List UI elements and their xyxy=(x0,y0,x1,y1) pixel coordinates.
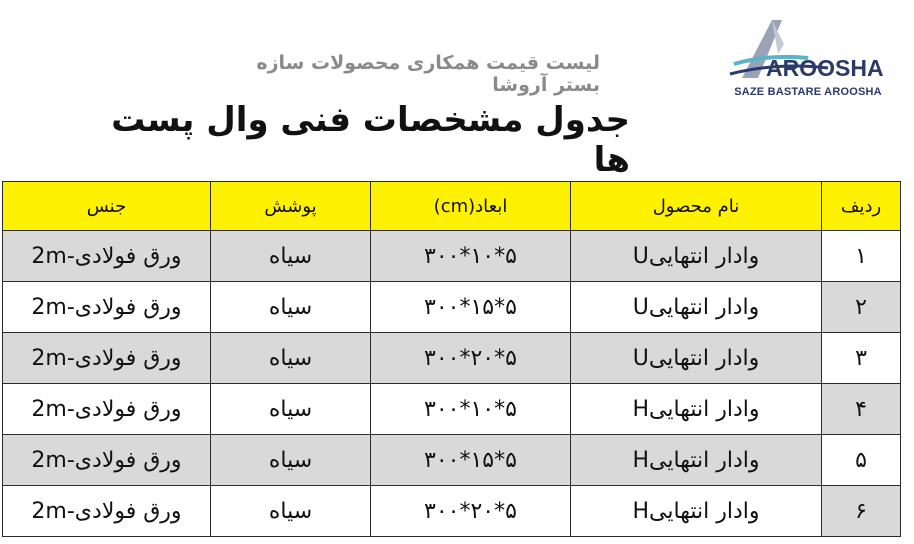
dimensions: ۵*۱۰*۳۰۰ xyxy=(371,231,571,282)
page-title: جدول مشخصات فنی وال پست ها xyxy=(111,100,630,180)
header-coating: پوشش xyxy=(211,182,371,231)
header-product-name: نام محصول xyxy=(571,182,822,231)
product-name: وادار انتهاییU xyxy=(571,282,822,333)
material: ورق فولادی-2m xyxy=(3,282,211,333)
product-name: وادار انتهاییH xyxy=(571,486,822,537)
header-material: جنس xyxy=(3,182,211,231)
product-name: وادار انتهاییH xyxy=(571,384,822,435)
material: ورق فولادی-2m xyxy=(3,333,211,384)
table-row xyxy=(3,486,901,537)
row-number: ۱ xyxy=(822,231,901,282)
coating: سیاه xyxy=(211,333,371,384)
coating: سیاه xyxy=(211,486,371,537)
dimensions: ۵*۱۵*۳۰۰ xyxy=(371,435,571,486)
logo-brand-text: AROOSHA xyxy=(766,55,884,81)
table-row xyxy=(3,231,901,282)
row-number: ۵ xyxy=(822,435,901,486)
row-number: ۶ xyxy=(822,486,901,537)
header-row-number: ردیف xyxy=(822,182,901,231)
dimensions: ۵*۱۵*۳۰۰ xyxy=(371,282,571,333)
coating: سیاه xyxy=(211,282,371,333)
row-number: ۴ xyxy=(822,384,901,435)
table-row xyxy=(3,333,901,384)
table-header-row xyxy=(3,182,901,231)
logo-mark xyxy=(728,14,888,86)
logo-tagline: SAZE BASTARE AROOSHA xyxy=(734,86,882,98)
table-row xyxy=(3,282,901,333)
dimensions: ۵*۲۰*۳۰۰ xyxy=(371,486,571,537)
coating: سیاه xyxy=(211,384,371,435)
material: ورق فولادی-2m xyxy=(3,486,211,537)
specs-table xyxy=(2,181,901,537)
page-subtitle: لیست قیمت همکاری محصولات سازه بستر آروشا xyxy=(256,52,600,96)
material: ورق فولادی-2m xyxy=(3,435,211,486)
row-number: ۲ xyxy=(822,282,901,333)
dimensions: ۵*۱۰*۳۰۰ xyxy=(371,384,571,435)
coating: سیاه xyxy=(211,231,371,282)
company-logo xyxy=(728,14,888,104)
table-row xyxy=(3,384,901,435)
header-dimensions: ابعاد(cm) xyxy=(371,182,571,231)
table-row xyxy=(3,435,901,486)
product-name: وادار انتهاییH xyxy=(571,435,822,486)
product-name: وادار انتهاییU xyxy=(571,333,822,384)
dimensions: ۵*۲۰*۳۰۰ xyxy=(371,333,571,384)
material: ورق فولادی-2m xyxy=(3,231,211,282)
material: ورق فولادی-2m xyxy=(3,384,211,435)
product-name: وادار انتهاییU xyxy=(571,231,822,282)
row-number: ۳ xyxy=(822,333,901,384)
coating: سیاه xyxy=(211,435,371,486)
